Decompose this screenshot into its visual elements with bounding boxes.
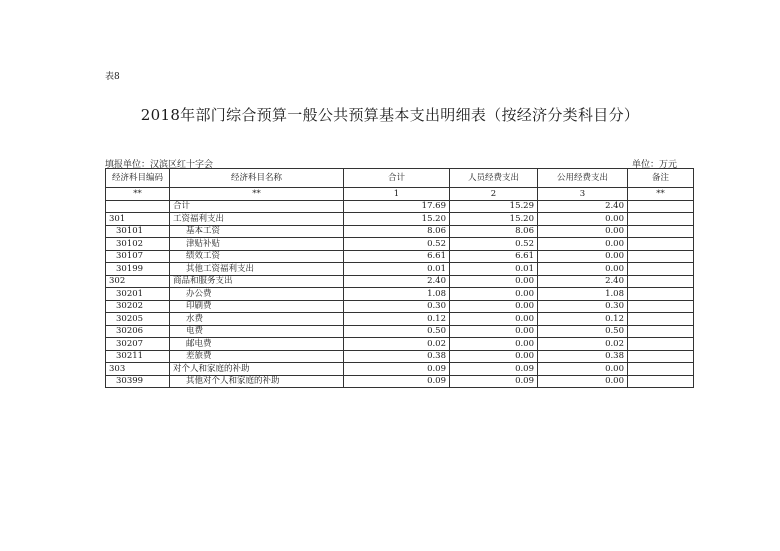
row-public: 2.40 <box>538 275 628 288</box>
index-cell: 1 <box>344 188 450 201</box>
row-name: 津贴补贴 <box>170 238 344 251</box>
row-personnel: 0.52 <box>450 238 538 251</box>
row-total: 15.20 <box>344 213 450 226</box>
row-personnel: 0.00 <box>450 288 538 301</box>
row-public: 0.00 <box>538 213 628 226</box>
index-cell: ** <box>628 188 694 201</box>
row-personnel: 0.00 <box>450 275 538 288</box>
row-code: 301 <box>106 213 170 226</box>
row-total: 0.01 <box>344 263 450 276</box>
row-personnel: 8.06 <box>450 225 538 238</box>
row-public: 0.00 <box>538 363 628 376</box>
row-code: 30201 <box>106 288 170 301</box>
row-code: 30101 <box>106 225 170 238</box>
row-note <box>628 238 694 251</box>
row-personnel: 0.01 <box>450 263 538 276</box>
row-total: 0.09 <box>344 363 450 376</box>
row-note <box>628 288 694 301</box>
row-personnel: 0.00 <box>450 338 538 351</box>
row-total: 6.61 <box>344 250 450 263</box>
row-name: 绩效工资 <box>170 250 344 263</box>
row-total: 2.40 <box>344 275 450 288</box>
row-total: 0.50 <box>344 325 450 338</box>
row-total: 0.38 <box>344 350 450 363</box>
row-total: 0.30 <box>344 300 450 313</box>
row-personnel: 0.00 <box>450 350 538 363</box>
row-name: 水费 <box>170 313 344 326</box>
expenditure-table <box>105 168 694 388</box>
row-name: 合计 <box>170 200 344 213</box>
row-personnel: 0.00 <box>450 313 538 326</box>
row-public: 0.00 <box>538 375 628 388</box>
row-public: 0.02 <box>538 338 628 351</box>
row-code: 302 <box>106 275 170 288</box>
row-name: 工资福利支出 <box>170 213 344 226</box>
header-total: 合计 <box>344 169 450 188</box>
table-row <box>106 263 694 276</box>
row-code: 30199 <box>106 263 170 276</box>
currency-unit: 单位：万元 <box>631 160 677 170</box>
row-total: 8.06 <box>344 225 450 238</box>
row-total: 0.12 <box>344 313 450 326</box>
row-note <box>628 350 694 363</box>
row-name: 邮电费 <box>170 338 344 351</box>
table-row <box>106 200 694 213</box>
index-cell: ** <box>170 188 344 201</box>
header-code: 经济科目编码 <box>106 169 170 188</box>
row-public: 0.38 <box>538 350 628 363</box>
row-name: 印刷费 <box>170 300 344 313</box>
row-note <box>628 200 694 213</box>
row-note <box>628 213 694 226</box>
row-code <box>106 200 170 213</box>
row-public: 0.00 <box>538 263 628 276</box>
row-code: 30202 <box>106 300 170 313</box>
row-name: 基本工资 <box>170 225 344 238</box>
header-row <box>106 169 694 188</box>
row-note <box>628 363 694 376</box>
header-name: 经济科目名称 <box>170 169 344 188</box>
row-code: 30102 <box>106 238 170 251</box>
row-name: 其他对个人和家庭的补助 <box>170 375 344 388</box>
row-personnel: 15.29 <box>450 200 538 213</box>
row-name: 对个人和家庭的补助 <box>170 363 344 376</box>
index-cell: 3 <box>538 188 628 201</box>
index-row <box>106 188 694 201</box>
header-personnel: 人员经费支出 <box>450 169 538 188</box>
table-number: 表8 <box>105 72 120 82</box>
row-code: 30399 <box>106 375 170 388</box>
row-note <box>628 275 694 288</box>
table-row <box>106 350 694 363</box>
table-row <box>106 363 694 376</box>
row-note <box>628 250 694 263</box>
row-personnel: 6.61 <box>450 250 538 263</box>
row-personnel: 0.09 <box>450 363 538 376</box>
row-personnel: 15.20 <box>450 213 538 226</box>
row-note <box>628 225 694 238</box>
row-total: 1.08 <box>344 288 450 301</box>
row-public: 0.00 <box>538 250 628 263</box>
row-code: 30206 <box>106 325 170 338</box>
table-row <box>106 313 694 326</box>
row-personnel: 0.09 <box>450 375 538 388</box>
row-personnel: 0.00 <box>450 325 538 338</box>
row-code: 30207 <box>106 338 170 351</box>
row-public: 2.40 <box>538 200 628 213</box>
page-title: 2018年部门综合预算一般公共预算基本支出明细表（按经济分类科目分） <box>140 106 640 124</box>
table-row <box>106 288 694 301</box>
table-row <box>106 300 694 313</box>
row-code: 303 <box>106 363 170 376</box>
reporting-unit: 填报单位：汉滨区红十字会 <box>105 160 214 170</box>
row-name: 商品和服务支出 <box>170 275 344 288</box>
row-public: 0.30 <box>538 300 628 313</box>
row-note <box>628 375 694 388</box>
table-row <box>106 325 694 338</box>
row-total: 0.02 <box>344 338 450 351</box>
row-name: 其他工资福利支出 <box>170 263 344 276</box>
row-personnel: 0.00 <box>450 300 538 313</box>
row-name: 差旅费 <box>170 350 344 363</box>
row-public: 0.12 <box>538 313 628 326</box>
row-total: 0.52 <box>344 238 450 251</box>
header-note: 备注 <box>628 169 694 188</box>
row-public: 0.00 <box>538 238 628 251</box>
row-total: 0.09 <box>344 375 450 388</box>
table-row <box>106 225 694 238</box>
row-public: 0.50 <box>538 325 628 338</box>
table-row <box>106 375 694 388</box>
row-total: 17.69 <box>344 200 450 213</box>
index-cell: ** <box>106 188 170 201</box>
index-cell: 2 <box>450 188 538 201</box>
row-code: 30211 <box>106 350 170 363</box>
row-note <box>628 313 694 326</box>
table-row <box>106 238 694 251</box>
row-name: 办公费 <box>170 288 344 301</box>
row-note <box>628 325 694 338</box>
row-note <box>628 263 694 276</box>
table-row <box>106 275 694 288</box>
row-note <box>628 300 694 313</box>
row-code: 30107 <box>106 250 170 263</box>
row-name: 电费 <box>170 325 344 338</box>
row-public: 1.08 <box>538 288 628 301</box>
row-code: 30205 <box>106 313 170 326</box>
header-public: 公用经费支出 <box>538 169 628 188</box>
table-row <box>106 250 694 263</box>
row-note <box>628 338 694 351</box>
row-public: 0.00 <box>538 225 628 238</box>
table-row <box>106 338 694 351</box>
table-row <box>106 213 694 226</box>
